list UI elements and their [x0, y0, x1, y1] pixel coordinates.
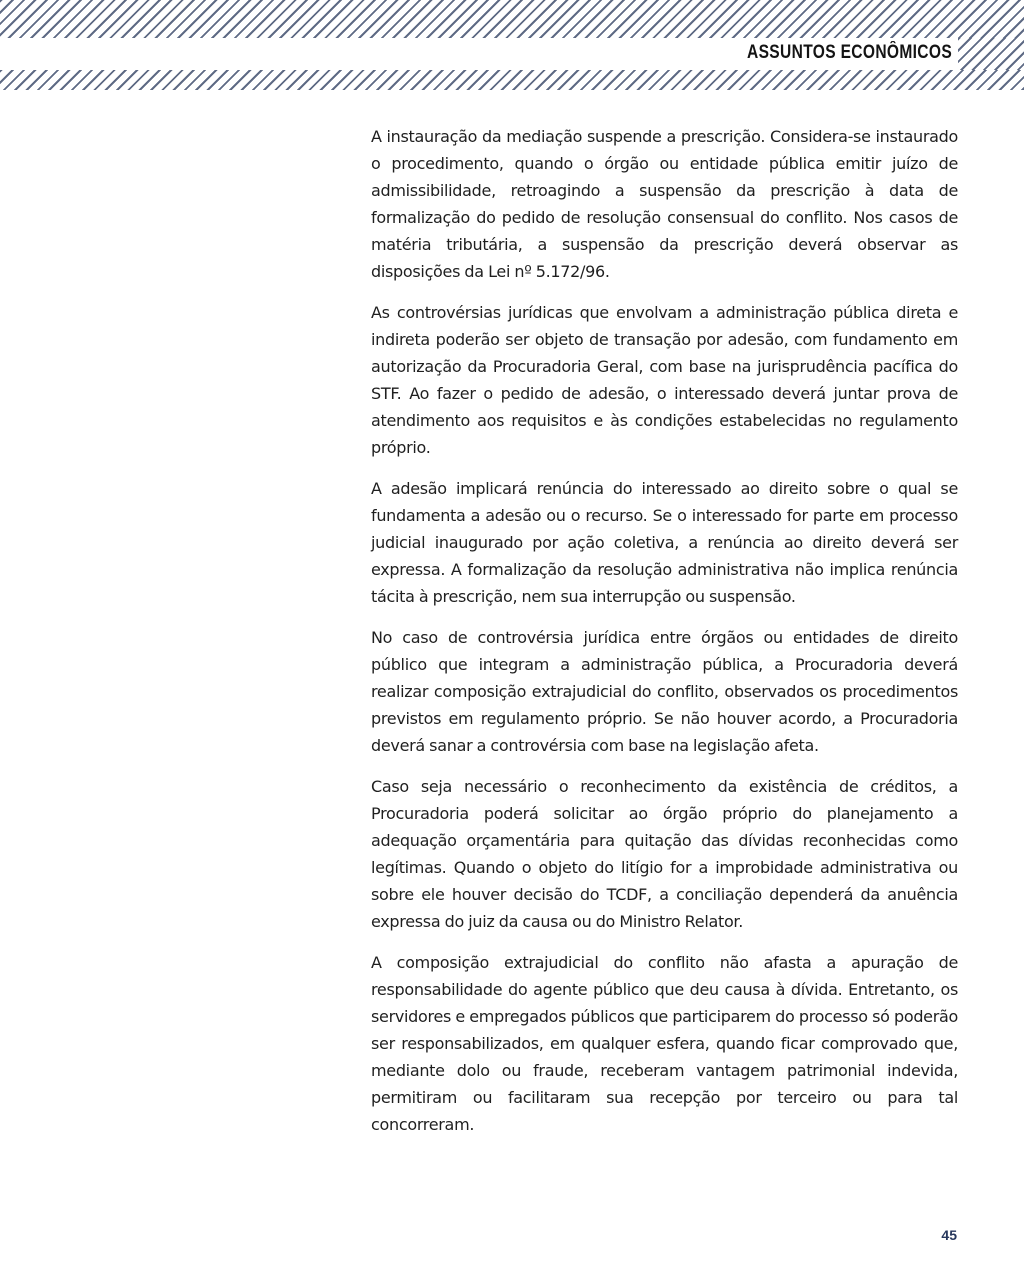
paragraph: A composição extrajudicial do conflito não afasta a apuração de responsabilidade do agente público que deu causa à dívida. Entretanto, os servidores e empregados públicos que participarem do processo só poderão ser responsabilizados, em qualquer esfera, quando ficar comprovado que, mediante dolo ou fraude, receberam vantagem patrimonial indevida, permitiram ou facilitaram sua recepção por terceiro ou para tal concorreram. — [371, 953, 958, 1134]
header-hatch-pattern-bottom — [0, 70, 1024, 90]
header-hatch-pattern-right — [958, 38, 1024, 70]
body-text — [371, 123, 958, 1152]
paragraph: A adesão implicará renúncia do interessado ao direito sobre o qual se fundamenta a adesão ou o recurso. Se o interessado for parte em processo judicial inaugurado por ação coletiva, a renúncia ao direito deverá ser expressa. A formalização da resolução administrativa não implica renúncia tácita à prescrição, nem sua interrupção ou suspensão. — [371, 479, 958, 606]
paragraph: No caso de controvérsia jurídica entre órgãos ou entidades de direito público que integram a administração pública, a Procuradoria deverá realizar composição extrajudicial do conflito, observados os procedimentos previstos em regulamento próprio. Se não houver acordo, a Procuradoria deverá sanar a controvérsia com base na legislação afeta. — [371, 628, 958, 755]
header-hatch-pattern-top — [0, 0, 1024, 38]
paragraph: Caso seja necessário o reconhecimento da existência de créditos, a Procuradoria poderá solicitar ao órgão próprio do planejamento a adequação orçamentária para quitação das dívidas reconhecidas como legítimas. Quando o objeto do litígio for a improbidade administrativa ou sobre ele houver decisão do TCDF, a conciliação dependerá da anuência expressa do juiz da causa ou do Ministro Relator. — [371, 777, 958, 931]
page-number: 45 — [941, 1227, 957, 1243]
paragraph: A instauração da mediação suspende a prescrição. Considera-se instaurado o procedimento, quando o órgão ou entidade pública emitir juízo de admissibilidade, retroagindo a suspensão da prescrição à data de formalização do pedido de resolução consensual do conflito. Nos casos de matéria tributária, a suspensão da prescrição deverá observar as disposições da Lei nº 5.172/96. — [371, 127, 958, 281]
section-title: ASSUNTOS ECONÔMICOS — [746, 42, 952, 63]
paragraph: As controvérsias jurídicas que envolvam a administração pública direta e indireta poderão ser objeto de transação por adesão, com fundamento em autorização da Procuradoria Geral, com base na jurisprudência pacífica do STF. Ao fazer o pedido de adesão, o interessado deverá juntar prova de atendimento aos requisitos e às condições estabelecidas no regulamento próprio. — [371, 303, 958, 457]
